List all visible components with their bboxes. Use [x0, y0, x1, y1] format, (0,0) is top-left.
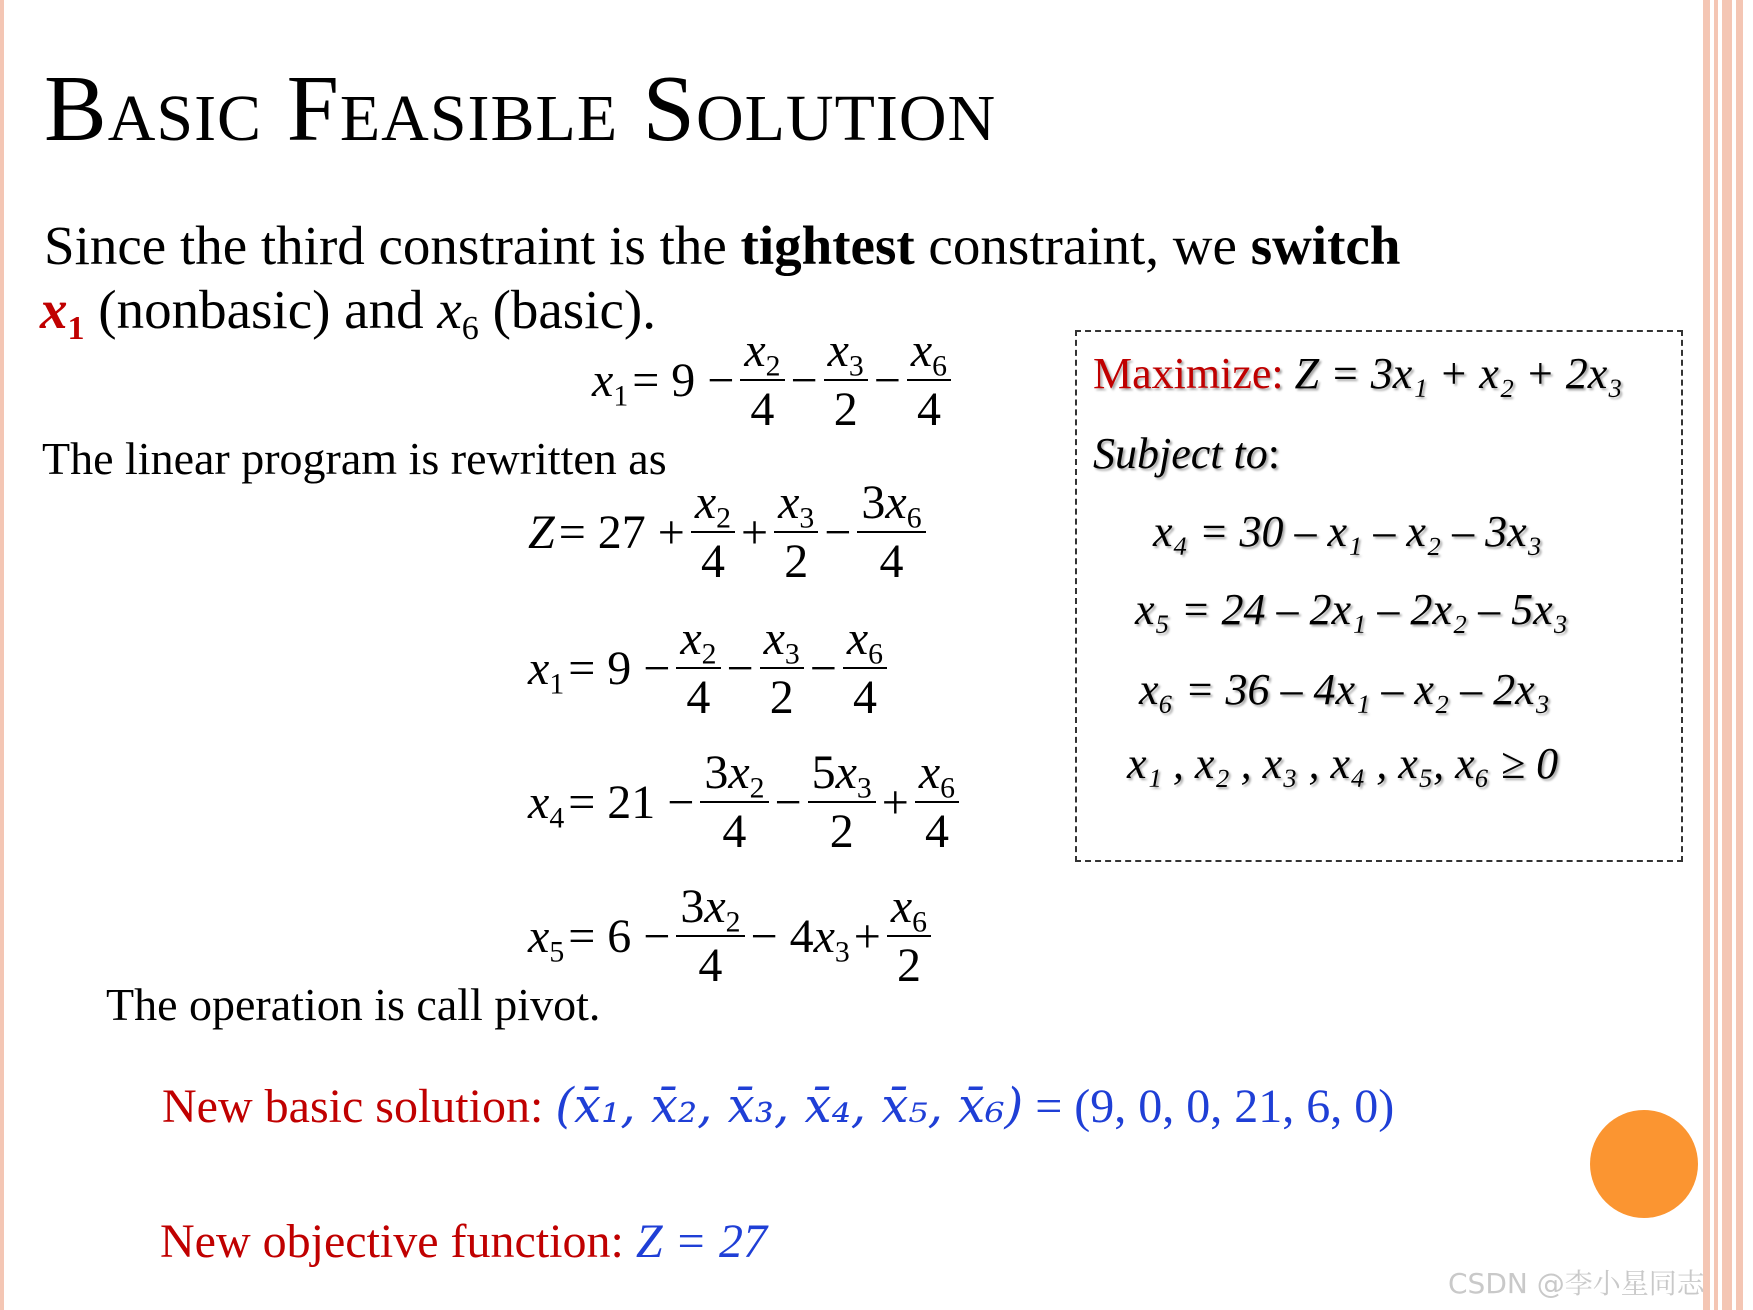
- maximize-label: Maximize:: [1093, 349, 1295, 398]
- solution-values: = (9, 0, 0, 21, 6, 0): [1023, 1080, 1395, 1133]
- fraction: $\frac{3x_2}{4}$: [700, 748, 768, 858]
- decor-stripe-left: [0, 0, 4, 1310]
- intro-text: constraint, we: [914, 215, 1251, 276]
- leaving-var: x: [437, 279, 462, 340]
- fraction: $\frac{x_6}{4}$: [907, 326, 951, 436]
- rewritten-label: The linear program is rewritten as: [42, 433, 667, 484]
- subject-to-label: Subject to: [1093, 429, 1268, 478]
- objective-expression: Z = 3x₁ + x₂ + 2x₃: [1294, 349, 1623, 398]
- intro-text: (basic).: [478, 279, 656, 340]
- fraction: $\frac{3x_6}{4}$: [857, 478, 925, 588]
- fraction: $\frac{5x_3}{2}$: [808, 748, 876, 858]
- fraction: $\frac{x_3}{2}$: [824, 326, 868, 436]
- objective-value: Z = 27: [635, 1215, 767, 1268]
- fraction: $\frac{x_3}{2}$: [760, 614, 804, 724]
- intro-text: Since the third constraint is the: [44, 215, 741, 276]
- z-equation: Z = 27 + $\frac{x_2}{4}$ + $\frac{x_3}{2}$ − $\frac{3x_6}{4}$: [526, 478, 930, 588]
- decor-stripe-4: [1736, 0, 1743, 1310]
- fraction: $\frac{3x_2}{4}$: [676, 882, 744, 992]
- lp-constraint-box: [1075, 330, 1683, 862]
- constraint-2: x₅ = 24 – 2x₁ – 2x₂ – 5x₃: [1135, 585, 1568, 634]
- fraction: $\frac{x_2}{4}$: [691, 478, 735, 588]
- fraction: $\frac{x_2}{4}$: [740, 326, 784, 436]
- fraction: $\frac{x_6}{4}$: [843, 614, 887, 724]
- intro-text: (nonbasic) and: [84, 279, 438, 340]
- intro-bold-tightest: tightest: [740, 215, 915, 276]
- constraint-3: x₆ = 36 – 4x₁ – x₂ – 2x₃: [1139, 665, 1550, 714]
- maximize-line: [1093, 349, 1623, 398]
- fraction: $\frac{x_6}{4}$: [915, 748, 959, 858]
- intro-line-2: [40, 279, 656, 347]
- constraint-1: x₄ = 30 – x₁ – x₂ – 3x₃: [1153, 507, 1542, 556]
- x4-equation: $x_4$ = 21 − $\frac{3x_2}{4}$ − $\frac{5x_3}{2}$ + $\frac{x_6}{4}$: [526, 748, 963, 858]
- nonnegativity-constraint: x₁ , x₂ , x₃ , x₄ , x₅, x₆ ≥ 0: [1127, 739, 1559, 788]
- subject-to-line: Subject to:: [1093, 429, 1280, 478]
- solution-vector: (x̄₁, x̄₂, x̄₃, x̄₄, x̄₅, x̄₆): [555, 1078, 1024, 1134]
- new-objective: [160, 1215, 767, 1268]
- watermark: CSDN @李小星同志: [1448, 1267, 1705, 1300]
- decor-stripe-3: [1722, 0, 1732, 1310]
- decor-stripe-1: [1703, 0, 1710, 1310]
- x1-equation: $x_1$ = 9 − $\frac{x_2}{4}$ − $\frac{x_3}{2}$ − $\frac{x_6}{4}$: [526, 614, 891, 724]
- solution-label: New basic solution:: [162, 1080, 556, 1133]
- slide-title: Basic Feasible Solution: [44, 57, 997, 161]
- new-basic-solution: [162, 1078, 1395, 1134]
- pivot-note: The operation is call pivot.: [106, 979, 601, 1030]
- pivot-equation: $x_1$ = 9 − $\frac{x_2}{4}$ − $\frac{x_3}{2}$ − $\frac{x_6}{4}$: [590, 326, 955, 436]
- fraction: $\frac{x_2}{4}$: [676, 614, 720, 724]
- intro-line-1: [44, 215, 1401, 276]
- entering-var: $x_1$: [40, 279, 85, 347]
- fraction: $\frac{x_6}{2}$: [887, 882, 931, 992]
- x5-equation: $x_5$ = 6 − $\frac{3x_2}{4}$ − $4x_3$ + $\frac{x_6}{2}$: [526, 882, 935, 992]
- objective-label: New objective function:: [160, 1215, 636, 1268]
- fraction: $\frac{x_3}{2}$: [774, 478, 818, 588]
- decor-stripe-2: [1714, 0, 1718, 1310]
- intro-bold-switch: switch: [1250, 215, 1401, 276]
- decor-circle: [1590, 1110, 1698, 1218]
- leaving-var-sub: 6: [461, 309, 479, 347]
